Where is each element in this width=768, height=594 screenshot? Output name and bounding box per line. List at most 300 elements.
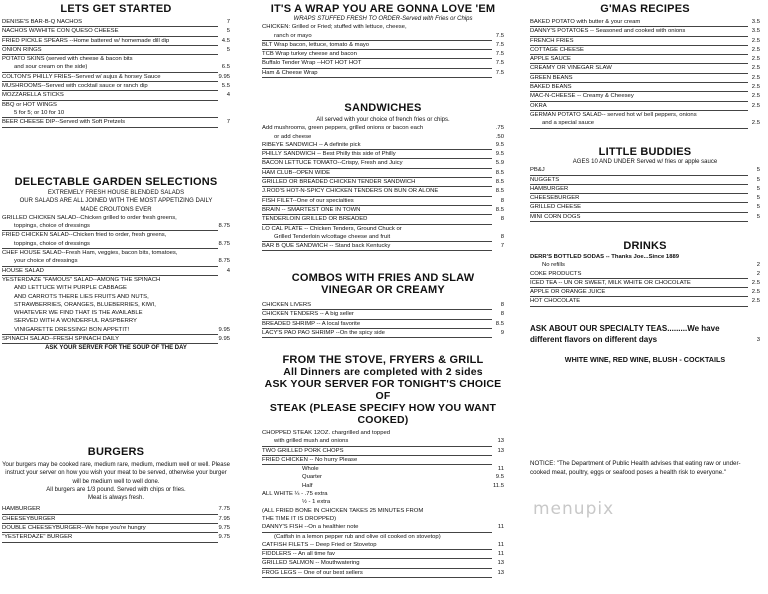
menu-item-row <box>530 74 760 83</box>
menu-item-name: BLT Wrap bacon, lettuce, tomato & mayo <box>262 41 492 50</box>
menu-item-row <box>2 515 230 524</box>
menu-item-name: COTTAGE CHEESE <box>530 46 748 55</box>
menu-item-row <box>2 301 230 309</box>
menu-item-row <box>530 270 760 279</box>
menu-item-price <box>218 214 230 222</box>
menu-item-price <box>748 253 760 261</box>
menu-item-name: BAKED POTATO with butter & your cream <box>530 18 748 27</box>
menu-item-row <box>2 335 230 344</box>
menu-item-row <box>530 185 760 194</box>
menu-item-name: and sour cream on the side) <box>2 63 218 72</box>
menu-item-row <box>262 310 504 319</box>
item-list <box>262 23 504 78</box>
menu-item-name: TENDERLOIN GRILLED OR BREADED <box>262 215 492 224</box>
menu-item-price: 8.75 <box>218 223 230 230</box>
drinks-section <box>530 240 760 364</box>
buddies-section <box>530 146 760 222</box>
menu-item-name: APPLE SAUCE <box>530 55 748 64</box>
menu-item-name: POTATO SKINS (served with cheese & bacon bits <box>2 56 133 63</box>
menu-item-row <box>2 82 230 91</box>
item-list <box>262 429 504 578</box>
menu-item-name: TCB Wrap turkey cheese and bacon <box>262 50 492 59</box>
menu-item-row <box>2 231 230 239</box>
garden-intro-2: OUR SALADS ARE ALL JOINED WITH THE MOST APPETIZING DAILY <box>19 198 213 205</box>
menu-item-row <box>530 37 760 46</box>
menu-item-row <box>530 46 760 55</box>
section-title: DELECTABLE GARDEN SELECTIONS <box>14 176 218 188</box>
menu-item-row <box>2 46 230 55</box>
lets-get-started-section <box>2 3 230 128</box>
menu-item-row <box>262 507 504 515</box>
menu-item-price: 2.5 <box>751 289 760 296</box>
menu-item-price: 8 <box>500 233 504 240</box>
menu-item-row <box>2 27 230 36</box>
menu-item-name: and a special sauce <box>530 119 748 128</box>
garden-intro-3: MADE CROUTONS EVER <box>80 206 152 213</box>
teas-line-2-row <box>530 334 760 345</box>
stove-line-4: COOKED) <box>357 414 409 426</box>
menu-item-row <box>2 109 230 118</box>
menu-item-name: PHILLY SANDWICH -- Best Philly this side of Philly <box>262 150 492 159</box>
menu-item-row <box>262 169 504 178</box>
menu-item-name: VINIGARETTE DRESSING! BON APPETIT! <box>2 326 218 335</box>
menu-item-name: HOUSE SALAD <box>2 267 218 276</box>
menu-item-row <box>530 203 760 212</box>
menu-item-name: BREADED SHRIMP -- A local favorite <box>262 320 492 329</box>
menu-item-name: WHATEVER WE FIND THAT IS THE AVAILABLE <box>14 310 143 317</box>
menu-item-price <box>492 515 504 523</box>
menu-item-name: (Catfish in a lemon pepper rub and olive oil cooked on stovetop) <box>274 533 441 540</box>
menu-item-row <box>262 133 504 141</box>
menu-item-name: CHEESEYBURGER <box>2 515 218 524</box>
menu-item-row <box>2 267 230 276</box>
menu-item-name: DANNY'S FISH --On a healthier note <box>262 523 492 532</box>
menu-item-row <box>262 559 504 568</box>
teas-line-1: ASK ABOUT OUR SPECIALTY TEAS.........We have <box>530 323 720 333</box>
menu-item-price: 5 <box>226 46 230 53</box>
menu-item-row <box>262 41 504 50</box>
section-title: SANDWICHES <box>344 102 422 114</box>
stove-line-2: ASK YOUR SERVER FOR TONIGHT'S CHOICE OF <box>264 378 502 402</box>
menu-item-price: 2.5 <box>751 84 760 91</box>
menu-item-name: DOUBLE CHEESEYBURGER--We hope you're hungry <box>2 524 218 533</box>
menu-item-price: 5 <box>756 204 760 211</box>
menu-item-price: 8.5 <box>495 206 504 213</box>
menu-item-price: 5 <box>756 185 760 192</box>
menu-item-price: 2.5 <box>751 37 760 44</box>
menu-item-row <box>530 288 760 297</box>
menu-item-row <box>530 176 760 185</box>
menu-item-row <box>262 429 504 437</box>
menu-item-price: 4 <box>226 92 230 99</box>
sandwiches-sub: All served with your choice of french fries or chips. <box>316 117 450 123</box>
menu-item-row <box>530 166 760 175</box>
menu-item-price: 2 <box>756 270 760 277</box>
section-title: DRINKS <box>623 240 667 252</box>
menu-item-name: FRIED CHICKEN -- No hurry Please <box>262 456 492 465</box>
menu-item-name: ALL WHITE ¼ - .75 extra <box>262 491 328 498</box>
menu-item-name: Half <box>302 482 313 489</box>
menu-item-row <box>262 523 504 532</box>
burgers-intro: Your burgers may be cooked rare, medium rare, medium, medium well or well. Please instruct your server on how you wish your meat to be served, otherwise your burger will be medium well to well done. <box>2 462 230 485</box>
menu-item-price: 2.5 <box>751 74 760 81</box>
menu-item-price: 2.5 <box>751 56 760 63</box>
menu-item-price: 7.5 <box>495 60 504 67</box>
menu-item-price: 4.5 <box>221 37 230 44</box>
menu-item-price: 4 <box>226 267 230 274</box>
menu-item-row <box>262 320 504 329</box>
menu-item-price: 5 <box>226 28 230 35</box>
menu-item-price: 2.5 <box>751 298 760 305</box>
menu-item-row <box>262 550 504 559</box>
menu-item-price: 5 <box>756 176 760 183</box>
menu-item-name: BACON LETTUCE TOMATO--Crispy, Fresh and Juicy <box>262 159 492 168</box>
menu-item-name: BBQ or HOT WINGS <box>2 101 57 108</box>
menu-item-row <box>262 498 504 506</box>
menu-item-row <box>2 293 230 301</box>
menu-item-row <box>262 197 504 206</box>
wine-line: WHITE WINE, RED WINE, BLUSH - COCKTAILS <box>564 354 726 364</box>
menu-item-name: No refills <box>542 262 565 269</box>
menu-item-name: (ALL FRIED BONE IN CHICKEN TAKES 25 MINUTES FROM <box>262 507 424 514</box>
menu-item-name: J.ROD'S HOT-N-SPICY CHICKEN TENDERS ON BUN OR ALONE <box>262 187 492 196</box>
menu-item-price: 7.5 <box>495 51 504 58</box>
menu-item-name: HAMBURGER <box>2 505 218 514</box>
menu-item-row <box>530 92 760 101</box>
menu-item-name: CHICKEN: Grilled or Fried; stuffed with lettuce, cheese, <box>262 24 407 31</box>
menu-item-name: MUSHROOMS--Served with cocktail sauce or ranch dip <box>2 82 218 91</box>
menu-item-price: 7 <box>226 119 230 126</box>
menu-item-name: Grilled Tenderloin w/cottage cheese and fruit <box>262 233 492 242</box>
menu-item-name: YESTERDAZE "FAMOUS" SALAD--AMONG THE SPINACH <box>2 276 161 283</box>
menu-item-price: 5.5 <box>221 83 230 90</box>
menu-item-price: 2.5 <box>751 120 760 127</box>
menu-item-name: COKE PRODUCTS <box>530 270 748 279</box>
specialty-teas <box>530 323 760 345</box>
menu-item-price: 13 <box>497 438 504 445</box>
menu-item-row <box>2 214 230 222</box>
menu-item-price: 9.95 <box>218 336 230 343</box>
menu-item-name: FIDDLERS -- An all time fav <box>262 550 492 559</box>
menu-item-price: 2.5 <box>751 102 760 109</box>
menu-item-price: 2.5 <box>751 46 760 53</box>
menu-item-price: 9.95 <box>218 326 230 333</box>
menu-item-price: 9.5 <box>495 474 504 481</box>
stove-section <box>262 354 504 578</box>
menu-item-price: .50 <box>495 133 504 140</box>
menu-item-name: DENISE'S BAR-B-Q NACHOS <box>2 18 218 27</box>
menu-item-row <box>262 159 504 168</box>
menu-item-name: Whole <box>302 466 319 473</box>
menu-item-price <box>492 225 504 233</box>
menu-item-price: 6.5 <box>221 64 230 71</box>
section-title: G'MAS RECIPES <box>600 3 690 15</box>
menu-item-price <box>218 101 230 109</box>
menu-item-row <box>2 533 230 542</box>
menu-item-price: 9.5 <box>495 141 504 148</box>
item-list <box>530 18 760 129</box>
menu-item-price <box>492 23 504 31</box>
menu-item-row <box>262 569 504 578</box>
menu-item-row <box>262 141 504 150</box>
menu-item-row <box>262 541 504 550</box>
menu-item-row <box>262 124 504 132</box>
menu-item-price <box>218 55 230 63</box>
menu-item-price: 11 <box>497 466 504 473</box>
menu-item-price: 11 <box>497 541 504 548</box>
menu-item-name: STRAWBERRIES, ORANGES, BLUEBERRIES, KIWI, <box>14 301 156 308</box>
menu-item-row <box>530 64 760 73</box>
menu-item-name: OKRA <box>530 102 748 111</box>
menu-item-row <box>262 225 504 233</box>
menu-item-row <box>262 533 504 541</box>
menu-item-name: COLTON'S PHILLY FRIES--Served w/ aujus & horsey Sauce <box>2 73 218 82</box>
menu-item-name: Quarter <box>302 474 322 481</box>
menu-item-price: 13 <box>497 569 504 576</box>
menu-item-row <box>262 465 504 473</box>
section-title: IT'S A WRAP YOU ARE GONNA LOVE 'EM <box>270 3 496 15</box>
menu-item-price: 8.5 <box>495 179 504 186</box>
menu-item-price: 11.5 <box>492 482 504 489</box>
menu-item-name: GERMAN POTATO SALAD-- served hot w/ bell peppers, onions <box>530 111 697 118</box>
teas-line-2: different flavors on different days <box>530 334 658 344</box>
menu-item-price <box>218 249 230 257</box>
menu-item-name: FRIED PICKLE SPEARS --Home battered w/ homemade dill dip <box>2 37 218 46</box>
menu-item-price: 7.5 <box>495 32 504 39</box>
menu-item-price: 2.5 <box>751 93 760 100</box>
menu-item-price <box>218 317 230 325</box>
menu-item-row <box>2 276 230 284</box>
menu-item-row <box>2 37 230 46</box>
menu-item-name: GRILLED OR BREADED CHICKEN TENDER SANDWICH <box>262 178 492 187</box>
menu-item-row <box>2 284 230 292</box>
menu-item-row <box>262 301 504 310</box>
menu-item-name: ranch or mayo <box>262 32 492 41</box>
menu-item-name: BEER CHEESE DIP--Served with Soft Pretzels <box>2 118 218 127</box>
menu-item-price: 13 <box>497 560 504 567</box>
menu-item-row <box>262 178 504 187</box>
item-list <box>262 301 504 338</box>
menu-item-row <box>262 456 504 465</box>
menu-item-name: AND CARROTS THERE LIES FRUITS AND NUTS, <box>14 293 149 300</box>
menu-item-price: 7 <box>500 243 504 250</box>
menu-item-name: PB&J <box>530 166 748 175</box>
menu-item-row <box>262 233 504 242</box>
menu-item-price: 9.95 <box>218 73 230 80</box>
stove-line-3: STEAK (PLEASE SPECIFY HOW YOU WANT <box>269 402 497 414</box>
menu-item-price <box>218 301 230 309</box>
menu-item-name: LO CAL PLATE -- Chicken Tenders, Ground Chuck or <box>262 225 402 232</box>
menu-item-row <box>2 18 230 27</box>
menu-item-row <box>530 194 760 203</box>
section-title: FROM THE STOVE, FRYERS & GRILL <box>282 354 484 366</box>
menu-item-price: 3.5 <box>751 28 760 35</box>
menu-item-price: .75 <box>495 125 504 132</box>
menu-item-name: TWO GRILLED PORK CHOPS <box>262 447 492 456</box>
menu-item-price: 8 <box>500 197 504 204</box>
menu-item-price <box>748 111 760 119</box>
section-title: BURGERS <box>87 446 145 458</box>
menu-item-row <box>2 91 230 100</box>
menu-item-row <box>262 215 504 224</box>
menu-item-name: Ham & Cheese Wrap <box>262 69 492 78</box>
menu-item-name: GRILLED CHICKEN SALAD--Chicken grilled to order fresh greens, <box>2 214 177 221</box>
menu-item-row <box>2 73 230 82</box>
menu-item-row <box>530 261 760 269</box>
menu-item-name: Add mushrooms, green peppers, grilled onions or bacon each <box>262 125 424 132</box>
menu-item-name: CHEF HOUSE SALAD--Fresh Ham, veggies, bacon bits, tomatoes, <box>2 250 178 257</box>
menu-item-name: CATFISH FILETS -- Deep Fried or Stovetop <box>262 541 492 550</box>
menu-item-price: 5 <box>756 213 760 220</box>
menu-item-name: FROG LEGS -- One of our best sellers <box>262 569 492 578</box>
menu-item-price: 8.5 <box>495 320 504 327</box>
menu-item-row <box>2 118 230 127</box>
health-notice: NOTICE: "The Department of Public Health advises that eating raw or under-cooked meat, poultry, eggs or seafood poses a health risk to everyone." <box>530 460 741 476</box>
menu-item-row <box>262 50 504 59</box>
menu-item-price: 8.75 <box>218 258 230 265</box>
menu-item-name: BAKED BEANS <box>530 83 748 92</box>
menu-item-name: BRAIN -- SMARTEST ONE IN TOWN <box>262 206 492 215</box>
menu-item-name: Buffalo Tender Wrap --HOT HOT HOT <box>262 59 492 68</box>
menu-item-row <box>530 111 760 119</box>
menu-item-name: HOT CHOCOLATE <box>530 297 748 306</box>
menu-item-row <box>262 59 504 68</box>
menu-item-row <box>262 150 504 159</box>
menu-item-row <box>530 102 760 111</box>
menu-item-price: 7.5 <box>495 69 504 76</box>
menu-item-price: 5.9 <box>495 160 504 167</box>
menu-item-row <box>2 524 230 533</box>
menu-item-row <box>262 242 504 251</box>
teas-price: 3 <box>756 336 760 343</box>
sandwiches-section <box>262 102 504 251</box>
menu-item-name: FRENCH FRIES <box>530 37 748 46</box>
menu-item-row <box>262 32 504 41</box>
menu-item-row <box>262 482 504 490</box>
menu-item-price: 2.5 <box>751 65 760 72</box>
menu-item-row <box>2 309 230 317</box>
extras-list <box>262 124 504 141</box>
menu-item-name: toppings, choice of dressings <box>2 222 218 231</box>
menu-item-price: 2.5 <box>751 279 760 286</box>
menu-item-row <box>530 279 760 288</box>
menu-item-name: GRILLED SALMON -- Mouthwatering <box>262 559 492 568</box>
menu-item-name: "YESTERDAZE" BURGER <box>2 533 218 542</box>
menu-item-row <box>262 187 504 196</box>
menu-item-name: ½ - 1 extra <box>302 499 331 506</box>
section-title: COMBOS WITH FRIES AND SLAW <box>291 272 475 284</box>
menu-item-name: NUGGETS <box>530 176 748 185</box>
menu-item-row <box>262 447 504 456</box>
menu-item-name: HAMBURGER <box>530 185 748 194</box>
menu-item-name: your choice of dressings <box>2 257 218 266</box>
menu-item-row <box>262 490 504 498</box>
menu-item-row <box>530 213 760 222</box>
wraps-section <box>262 3 504 78</box>
burgers-section <box>2 446 230 543</box>
menu-item-price <box>218 231 230 239</box>
menu-item-row <box>530 119 760 128</box>
buddies-sub: AGES 10 AND UNDER Served w/ fries or apple sauce <box>572 159 718 165</box>
menu-item-row <box>2 257 230 266</box>
item-list <box>2 18 230 128</box>
menu-item-name: MOZZARELLA STICKS <box>2 91 218 100</box>
stove-line-1: All Dinners are completed with 2 sides <box>283 366 483 378</box>
menu-item-row <box>2 317 230 325</box>
section-title: LITTLE BUDDIES <box>598 146 692 158</box>
menu-item-row <box>2 55 230 63</box>
menu-item-price <box>492 429 504 437</box>
menu-item-name: SERVED WITH A WONDERFUL RASPBERRY <box>14 318 137 325</box>
garden-section <box>2 176 230 353</box>
menu-item-price <box>218 284 230 292</box>
menu-item-price: 3.5 <box>751 19 760 25</box>
section-title: LETS GET STARTED <box>60 3 172 15</box>
menu-item-price: 11 <box>497 551 504 558</box>
menu-item-name: HAM CLUB--OPEN WIDE <box>262 169 492 178</box>
item-list <box>530 253 760 307</box>
menu-item-name: toppings, choice of dressings <box>2 240 218 249</box>
menu-item-price <box>218 276 230 284</box>
menu-item-name: AND LETTUCE WITH PURPLE CABBAGE <box>14 285 127 292</box>
menu-item-price: 5 <box>756 167 760 174</box>
menu-item-price <box>492 456 504 465</box>
menu-item-price <box>218 293 230 301</box>
menu-item-price: 8 <box>500 216 504 223</box>
menu-item-row <box>2 505 230 514</box>
menu-item-row <box>262 473 504 481</box>
menu-item-row <box>530 297 760 306</box>
item-list <box>2 505 230 542</box>
menu-item-name: ONION RINGS <box>2 46 218 55</box>
menu-item-row <box>262 206 504 215</box>
menu-item-price: 11 <box>497 524 504 531</box>
menu-item-name: CHICKEN LIVERS <box>262 301 492 310</box>
menu-item-row <box>530 18 760 27</box>
menu-item-row <box>2 101 230 109</box>
menu-item-price: 7.95 <box>218 515 230 522</box>
menu-item-row <box>2 326 230 335</box>
menu-item-price: 8.75 <box>218 240 230 247</box>
menu-item-row <box>262 515 504 523</box>
menu-item-name: THE TIME IT IS DROPPED) <box>262 515 337 522</box>
menu-item-row <box>2 63 230 72</box>
menu-item-price: 7.5 <box>495 41 504 48</box>
gmas-section <box>530 3 760 129</box>
menu-item-row <box>530 27 760 36</box>
menu-item-name: FRIED CHICKEN SALAD--Chicken fried to order, fresh greens, <box>2 232 167 239</box>
menu-item-price: 9.5 <box>495 151 504 158</box>
menu-item-price <box>218 109 230 118</box>
menu-item-price: 2 <box>756 262 760 269</box>
item-list <box>530 166 760 222</box>
menu-item-name: SPINACH SALAD--FRESH SPINACH DAILY <box>2 335 218 344</box>
menu-item-name: ICED TEA -- UN OR SWEET, MILK WHITE OR CHOCOLATE <box>530 279 748 288</box>
menu-item-price: 13 <box>497 447 504 454</box>
garden-intro-1: EXTREMELY FRESH HOUSE BLENDED SALADS <box>47 190 185 196</box>
menu-item-name: GREEN BEANS <box>530 74 748 83</box>
menu-item-name: DANNY'S POTATOES -- Seasoned and cooked with onions <box>530 27 748 36</box>
menu-item-price <box>218 309 230 317</box>
menu-item-price: 5 <box>756 195 760 202</box>
menu-item-row <box>530 55 760 64</box>
menu-item-price: 8.5 <box>495 169 504 176</box>
menu-item-name: RIBEYE SANDWICH -- A definite pick <box>262 141 492 150</box>
soup-note: ASK YOUR SERVER FOR THE SOUP OF THE DAY <box>45 345 187 352</box>
menu-item-name: MINI CORN DOGS <box>530 213 748 222</box>
combos-section <box>262 272 504 338</box>
menu-item-row <box>2 249 230 257</box>
